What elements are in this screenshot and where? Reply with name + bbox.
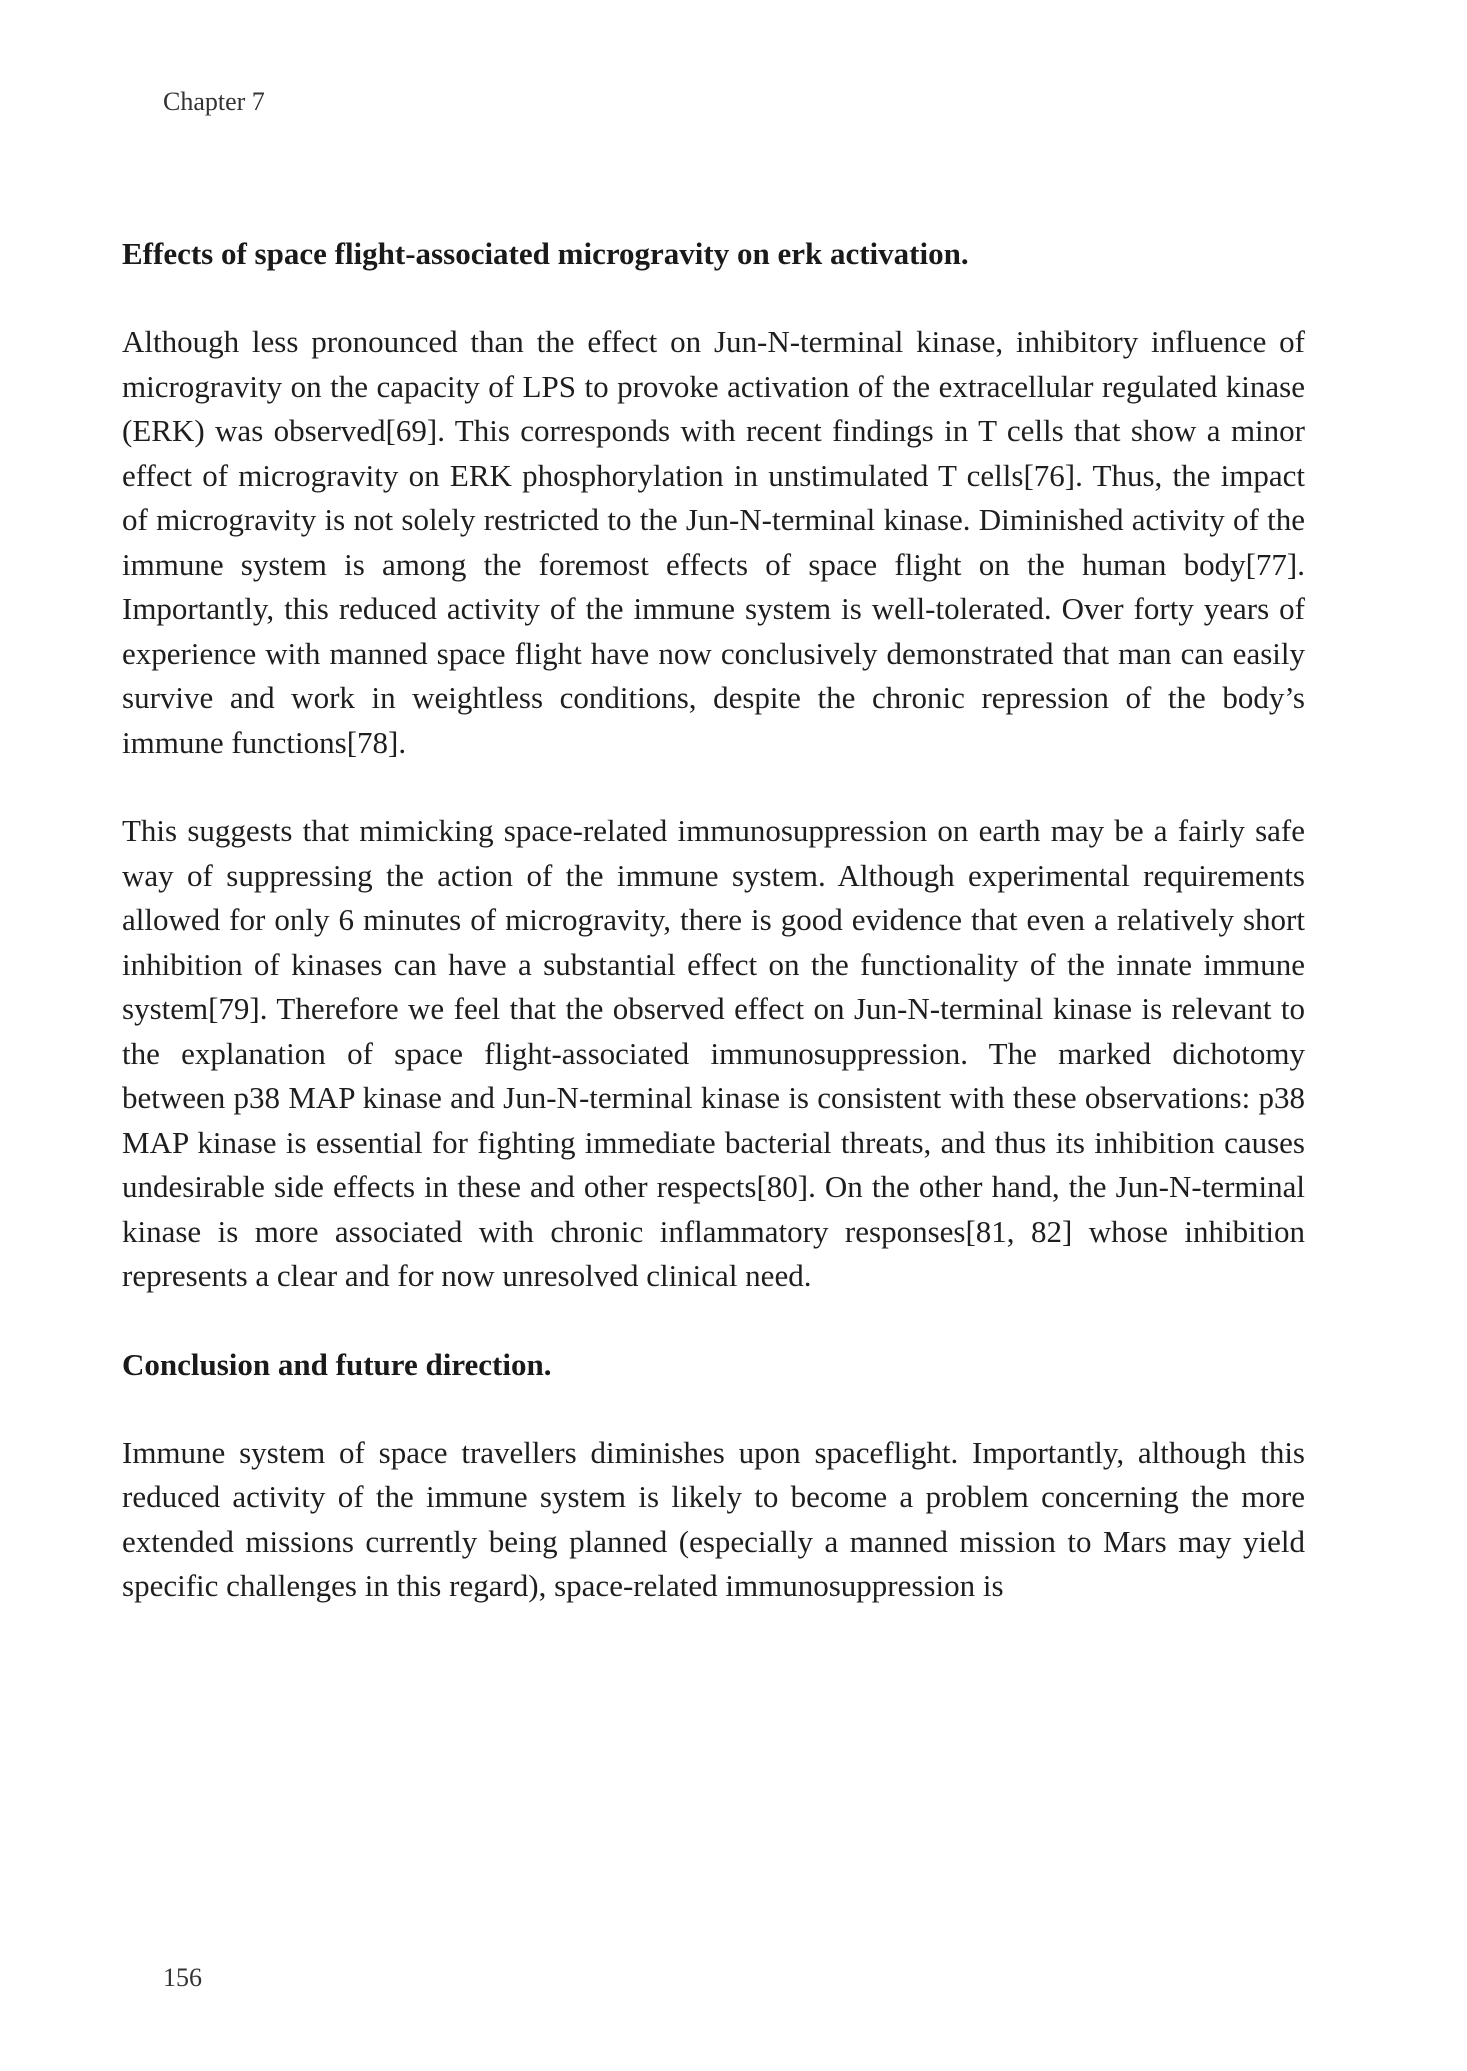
paragraph-conclusion: Immune system of space travellers diminishes upon spaceflight. Importantly, although this reduced activity of the immune system is likely to become a problem concerning the more extended missions currently being planned (especially a manned mission to Mars may yield specific challenges in this regard), space-related immunosuppression is: [122, 1434, 1305, 1603]
running-head: Chapter 7: [163, 87, 265, 116]
paragraph-erk-activation: Although less pronounced than the effect on Jun-N-terminal kinase, inhibitory influence of microgravity on the capacity of LPS to provoke activation of the extracellular regulated kinase (ERK) was observed[69]. This corresponds with recent findings in T cells that show a minor effect of microgravity on ERK phosphorylation in unstimulated T cells[76]. Thus, the impact of microgravity is not solely restricted to the Jun-N-terminal kinase. Diminished activity of the immune system is among the foremost effects of space flight on the human body[77]. Importantly, this reduced activity of the immune system is well-tolerated. Over forty years of experience with manned space flight have now conclusively demonstrated that man can easily survive and work in weightless conditions, despite the chronic repression of the body’s immune functions[78].: [122, 324, 1305, 760]
section-heading-conclusion: Conclusion and future direction.: [122, 1346, 552, 1382]
page-body: [122, 232, 1305, 1609]
paragraph-immunosuppression: This suggests that mimicking space-related immunosuppression on earth may be a fairly safe way of suppressing the action of the immune system. Although experimental requirements allowed for only 6 minutes of microgravity, there is good evidence that even a relatively short inhibition of kinases can have a substantial effect on the functionality of the innate immune system[79]. Therefore we feel that the observed effect on Jun-N-terminal kinase is relevant to the explanation of space flight-associated immunosuppression. The marked dichotomy between p38 MAP kinase and Jun-N-terminal kinase is consistent with these observations: p38 MAP kinase is essential for fighting immediate bacterial threats, and thus its inhibition causes undesirable side effects in these and other respects[80]. On the other hand, the Jun-N-terminal kinase is more associated with chronic inflammatory responses[81, 82] whose inhibition represents a clear and for now unresolved clinical need.: [122, 813, 1305, 1293]
section-heading-erk: Effects of space flight-associated microgravity on erk activation.: [122, 236, 969, 271]
page-number: 156: [163, 1963, 202, 1992]
